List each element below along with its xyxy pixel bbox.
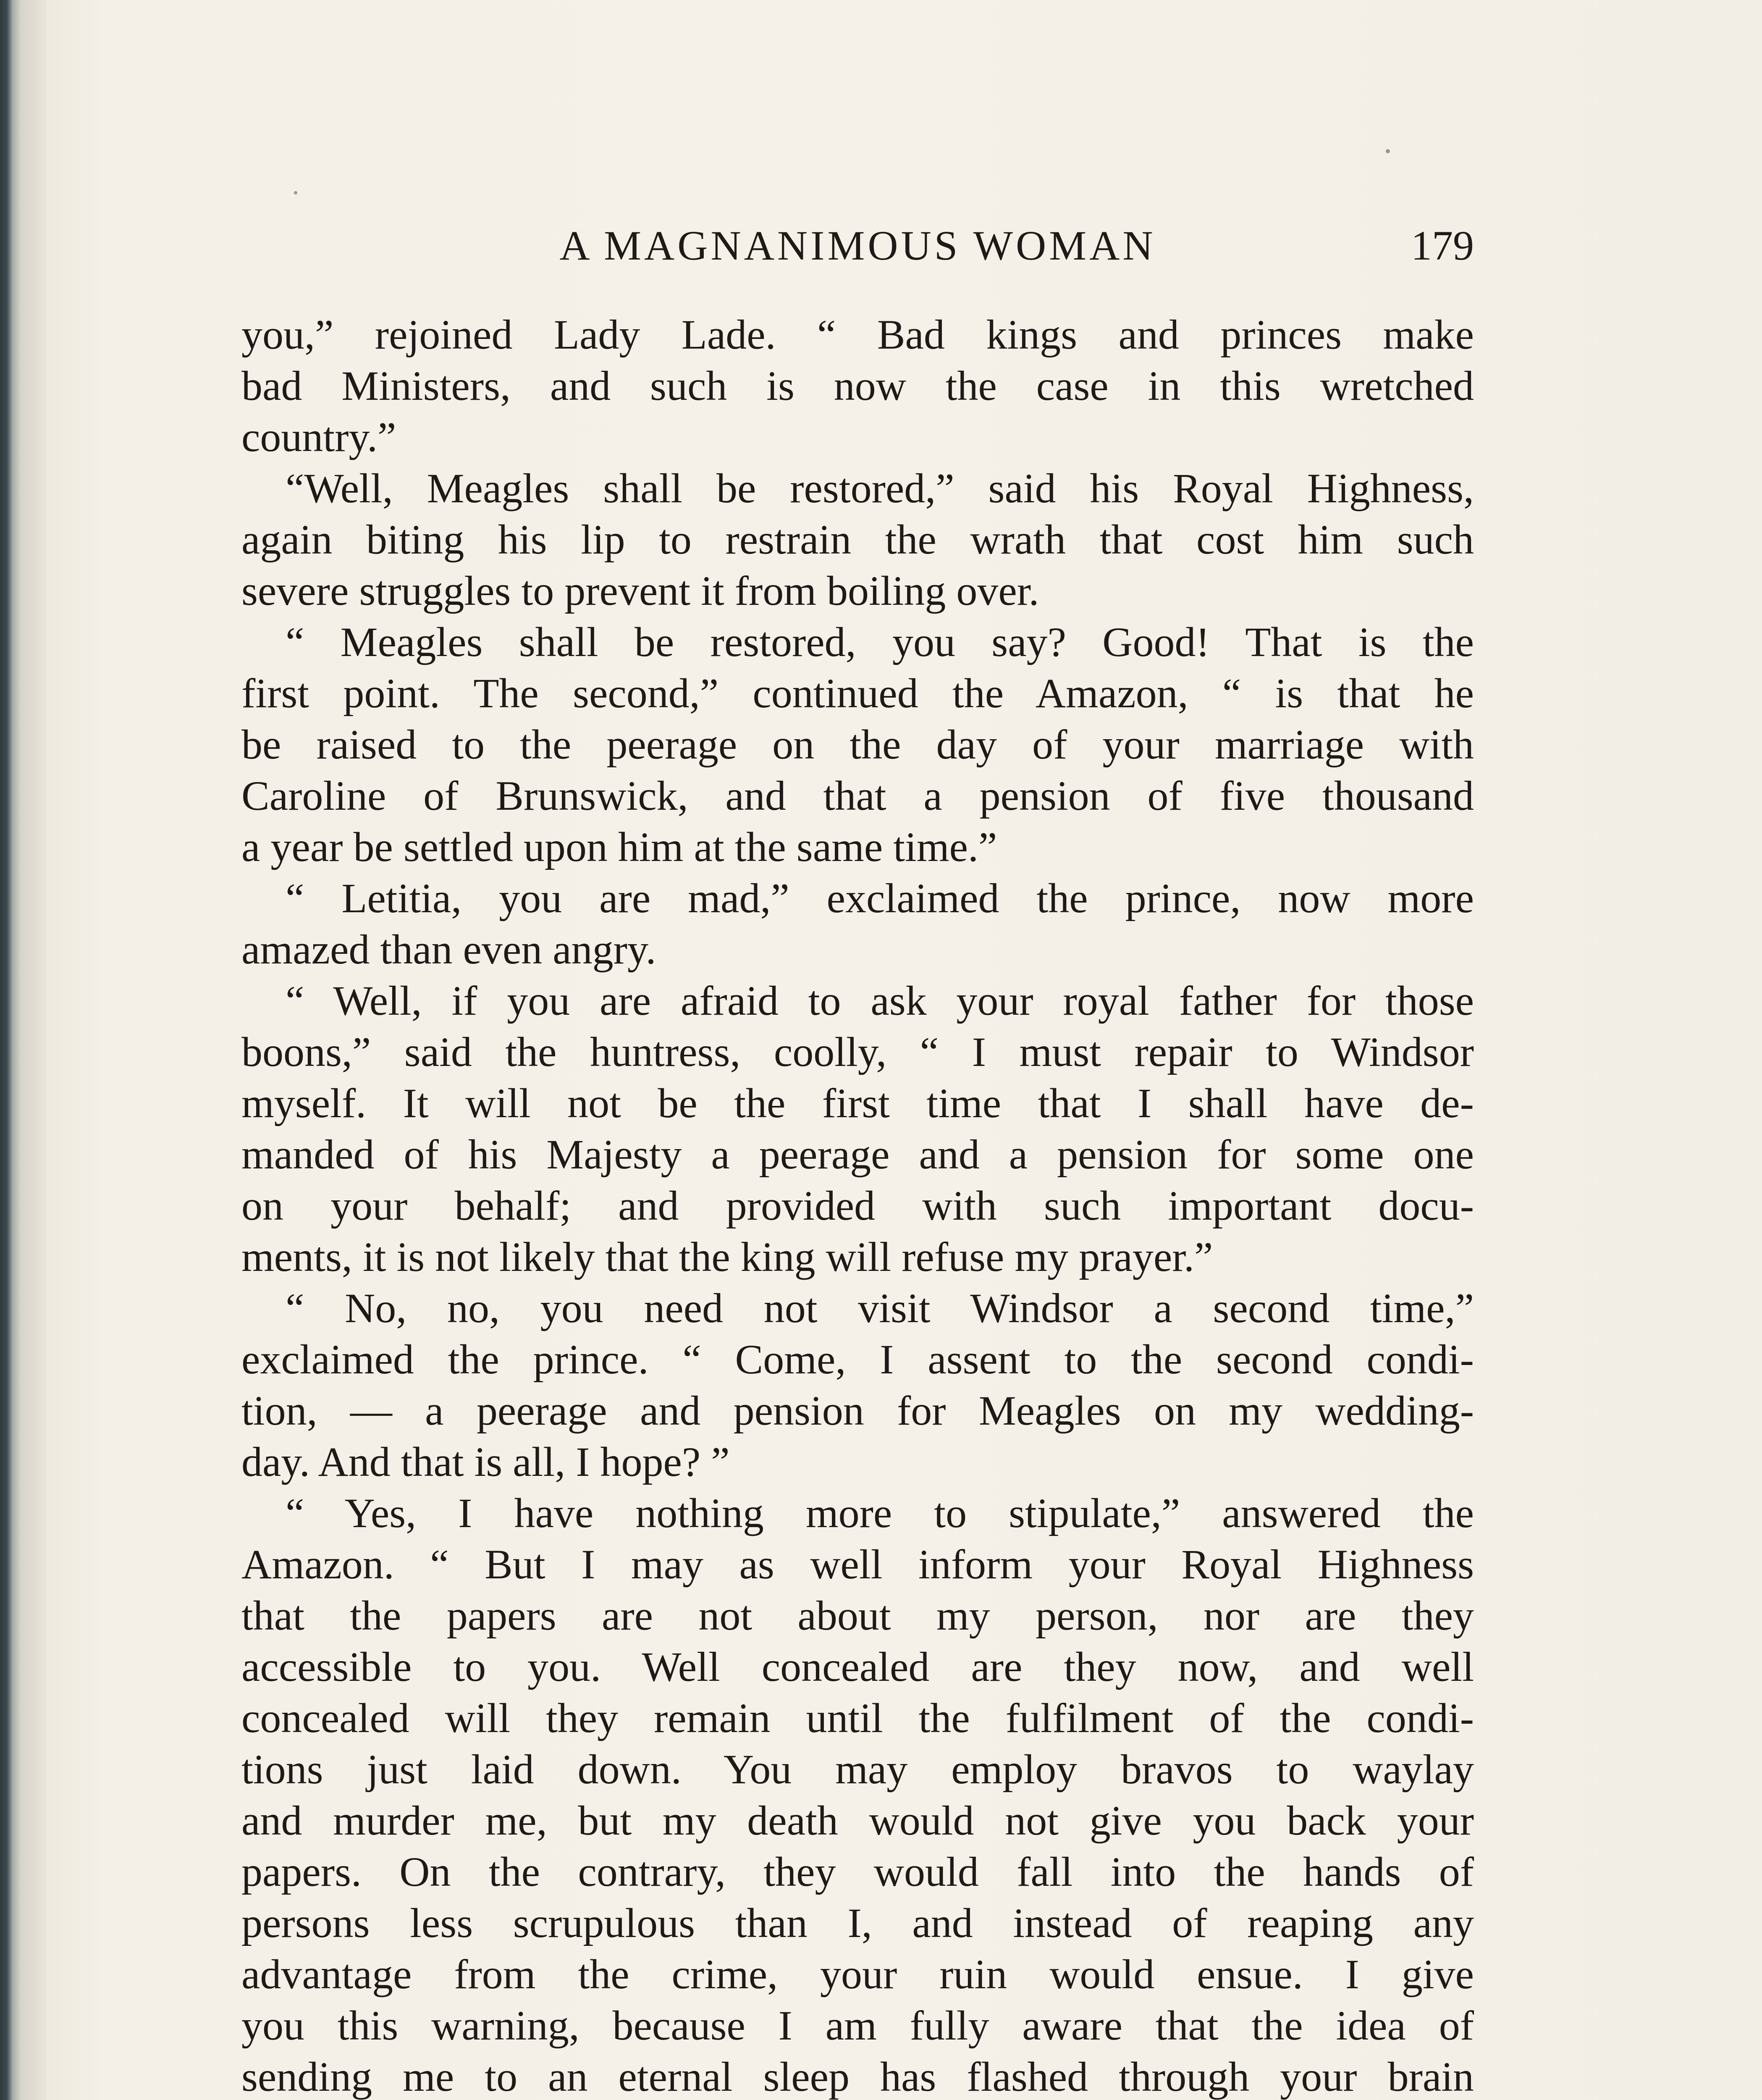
running-head	[241, 214, 1474, 277]
text-line: again biting his lip to restrain the wrath that cost him such	[241, 516, 1474, 563]
text-line: bad Ministers, and such is now the case in this wretched	[241, 362, 1474, 409]
text-line: “ Meagles shall be restored, you say? Good! That is the	[286, 619, 1474, 665]
book-spine-edge	[0, 0, 46, 2100]
text-line: manded of his Majesty a peerage and a pension for some one	[241, 1131, 1474, 1178]
text-line: ments, it is not likely that the king will refuse my prayer.”	[241, 1234, 1213, 1280]
text-line: “ Letitia, you are mad,” exclaimed the prince, now more	[286, 875, 1474, 921]
text-line: persons less scrupulous than I, and instead of reaping any	[241, 1900, 1474, 1946]
text-line: sending me to an eternal sleep has flashed through your brain	[241, 2053, 1474, 2100]
body-text	[241, 309, 1474, 2100]
text-line: and murder me, but my death would not give you back your	[241, 1797, 1474, 1844]
text-line: accessible to you. Well concealed are they now, and well	[241, 1643, 1474, 1690]
text-line: tions just laid down. You may employ bravos to waylay	[241, 1746, 1474, 1793]
text-line: “ Yes, I have nothing more to stipulate,” answered the	[286, 1490, 1474, 1536]
text-line: myself. It will not be the first time that I shall have de-	[241, 1080, 1474, 1126]
text-line: Amazon. “ But I may as well inform your Royal Highness	[241, 1541, 1474, 1588]
text-line: exclaimed the prince. “ Come, I assent to the second condi-	[241, 1336, 1474, 1383]
paper-speck	[1386, 149, 1390, 153]
text-line: amazed than even angry.	[241, 926, 656, 973]
text-line: Caroline of Brunswick, and that a pension of five thousand	[241, 772, 1474, 819]
text-line: country.”	[241, 414, 396, 460]
text-line: you,” rejoined Lady Lade. “ Bad kings and princes make	[241, 311, 1474, 358]
text-line: that the papers are not about my person, nor are they	[241, 1592, 1474, 1639]
paper-speck	[294, 191, 297, 194]
text-line: “Well, Meagles shall be restored,” said his Royal Highness,	[286, 465, 1474, 512]
text-line: severe struggles to prevent it from boiling over.	[241, 567, 1039, 614]
text-line: advantage from the crime, your ruin would ensue. I give	[241, 1951, 1474, 1998]
text-line: day. And that is all, I hope? ”	[241, 1438, 730, 1485]
page-number: 179	[1411, 222, 1474, 269]
text-line: “ No, no, you need not visit Windsor a second time,”	[286, 1285, 1474, 1331]
text-line: you this warning, because I am fully aware that the idea of	[241, 2002, 1474, 2049]
text-line: “ Well, if you are afraid to ask your royal father for those	[286, 977, 1474, 1024]
text-line: tion, — a peerage and pension for Meagles on my wedding-	[241, 1387, 1474, 1434]
running-title: A MAGNANIMOUS WOMAN	[559, 222, 1156, 269]
text-line: boons,” said the huntress, coolly, “ I must repair to Windsor	[241, 1029, 1474, 1075]
text-line: papers. On the contrary, they would fall into the hands of	[241, 1848, 1474, 1895]
text-line: be raised to the peerage on the day of your marriage with	[241, 721, 1474, 768]
text-line: concealed will they remain until the fulfilment of the condi-	[241, 1695, 1474, 1741]
text-line: first point. The second,” continued the Amazon, “ is that he	[241, 670, 1474, 717]
text-line: a year be settled upon him at the same time.”	[241, 824, 997, 870]
text-line: on your behalf; and provided with such important docu-	[241, 1182, 1474, 1229]
